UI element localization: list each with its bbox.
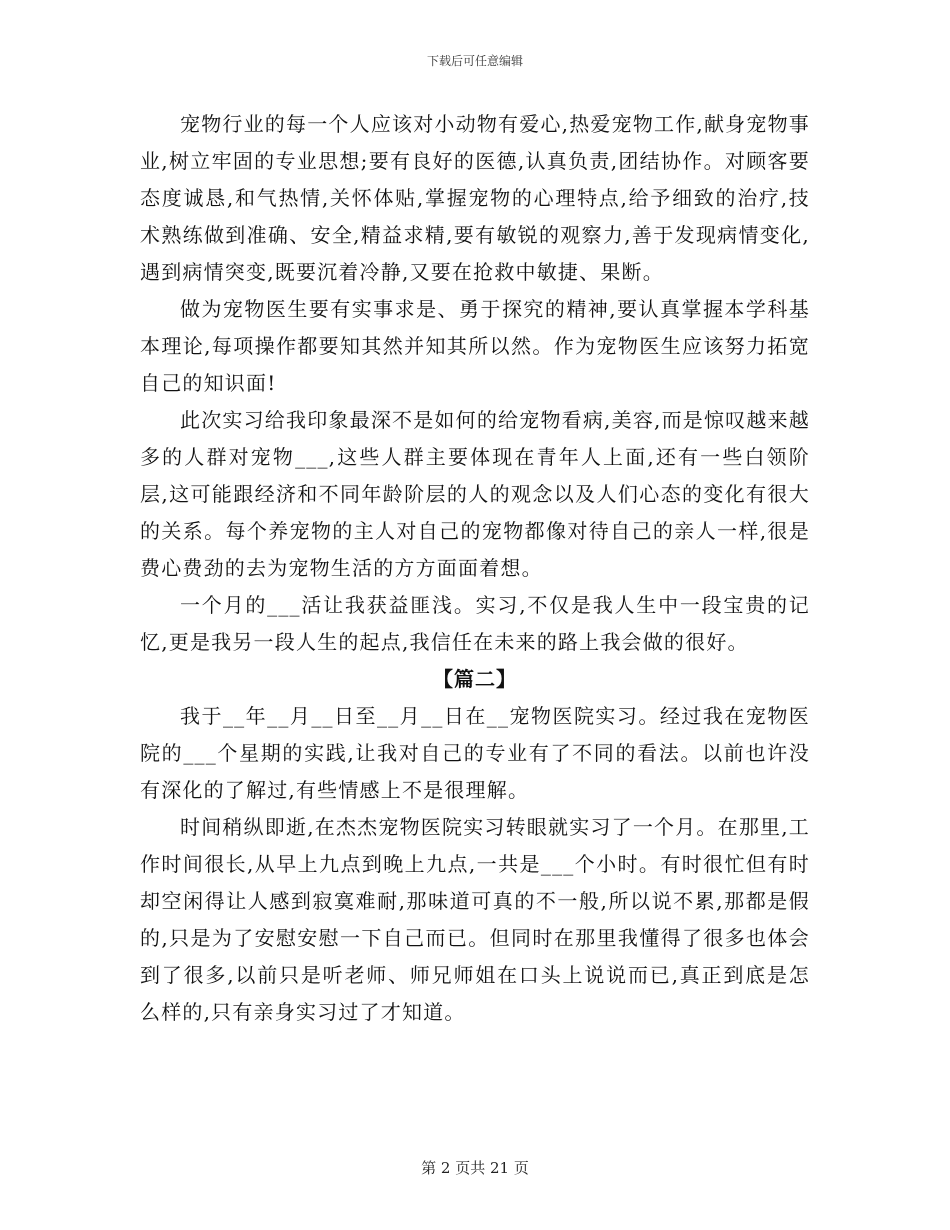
section-title: 【篇二】 [433, 667, 517, 691]
body-paragraph: 做为宠物医生要有实事求是、勇于探究的精神,要认真掌握本学科基本理论,每项操作都要知其然并知其所以然。作为宠物医生应该努力拓宽自己的知识面! [140, 297, 810, 395]
body-paragraph: 宠物行业的每一个人应该对小动物有爱心,热爱宠物工作,献身宠物事业,树立牢固的专业思想;要有良好的医德,认真负责,团结协作。对顾客要态度诚恳,和气热情,关怀体贴,掌握宠物的心理特点,给予细致的治疗,技术熟练做到准确、安全,精益求精,要有敏锐的观察力,善于发现病情变化,遇到病情突变,既要沉着冷静,又要在抢救中敏捷、果断。 [140, 112, 810, 284]
document-body [140, 106, 810, 1031]
section-paragraph: 我于__年__月__日至__月__日在__宠物医院实习。经过我在宠物医院的___个星期的实践,让我对自己的专业有了不同的看法。以前也许没有深化的了解过,有些情感上不是很理解。 [140, 704, 810, 802]
page-header: 下载后可任意编辑 [426, 54, 523, 68]
page-footer: 第 2 页共 21 页 [421, 1159, 529, 1177]
body-paragraph: 一个月的___活让我获益匪浅。实习,不仅是我人生中一段宝贵的记忆,更是我另一段人生的起点,我信任在未来的路上我会做的很好。 [140, 593, 810, 654]
body-paragraph: 此次实习给我印象最深不是如何的给宠物看病,美容,而是惊叹越来越多的人群对宠物___,这些人群主要体现在青年人上面,还有一些白领阶层,这可能跟经济和不同年龄阶层的人的观念以及人们心态的变化有很大的关系。每个养宠物的主人对自己的宠物都像对待自己的亲人一样,很是费心费劲的去为宠物生活的方方面面着想。 [140, 408, 810, 580]
section-paragraph: 时间稍纵即逝,在杰杰宠物医院实习转眼就实习了一个月。在那里,工作时间很长,从早上九点到晚上九点,一共是___个小时。有时很忙但有时却空闲得让人感到寂寞难耐,那味道可真的不一般,所以说不累,那都是假的,只是为了安慰安慰一下自己而已。但同时在那里我懂得了很多也体会到了很多,以前只是听老师、师兄师姐在口头上说说而已,真正到底是怎么样的,只有亲身实习过了才知道。 [140, 815, 810, 1024]
